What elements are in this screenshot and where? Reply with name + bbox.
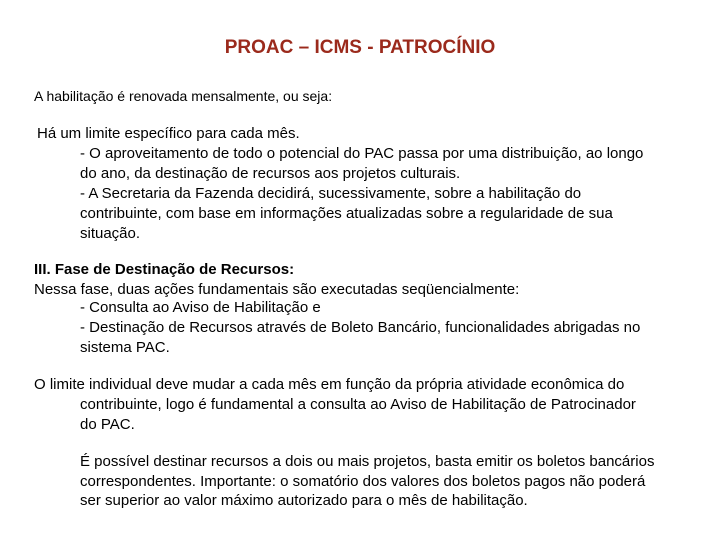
phase-intro: Nessa fase, duas ações fundamentais são executadas seqüencialmente: — [34, 281, 520, 298]
limit-item-1-line-1: - O aproveitamento de todo o potencial do PAC passa por uma distribuição, ao longo — [80, 145, 644, 162]
possible-line-1: É possível destinar recursos a dois ou mais projetos, basta emitir os boletos bancários — [80, 453, 655, 470]
limit-item-2-line-1: - A Secretaria da Fazenda decidirá, sucessivamente, sobre a habilitação do — [80, 185, 582, 202]
limit-individual-line-1: O limite individual deve mudar a cada mês em função da própria atividade econômica do — [34, 376, 625, 393]
limit-individual-line-2: contribuinte, logo é fundamental a consulta ao Aviso de Habilitação de Patrocinador — [80, 396, 636, 413]
possible-line-3: ser superior ao valor máximo autorizado para o mês de habilitação. — [80, 492, 528, 509]
possible-line-2: correspondentes. Importante: o somatório dos valores dos boletos pagos não poderá — [80, 473, 646, 490]
limit-item-1-line-2: do ano, da destinação de recursos aos projetos culturais. — [80, 165, 461, 182]
limit-heading: Há um limite específico para cada mês. — [37, 125, 300, 142]
limit-individual-line-3: do PAC. — [80, 416, 135, 433]
phase-item-2-line-2: sistema PAC. — [80, 339, 170, 356]
intro-text: A habilitação é renovada mensalmente, ou seja: — [34, 88, 333, 104]
limit-item-2-line-2: contribuinte, com base em informações atualizadas sobre a regularidade de sua — [80, 205, 613, 222]
limit-item-2-line-3: situação. — [80, 225, 141, 242]
page-title: PROAC – ICMS - PATROCÍNIO — [224, 37, 496, 58]
phase-item-1: - Consulta ao Aviso de Habilitação e — [80, 299, 321, 316]
phase-heading: III. Fase de Destinação de Recursos: — [34, 261, 295, 278]
phase-item-2-line-1: - Destinação de Recursos através de Boleto Bancário, funcionalidades abrigadas no — [80, 319, 641, 336]
